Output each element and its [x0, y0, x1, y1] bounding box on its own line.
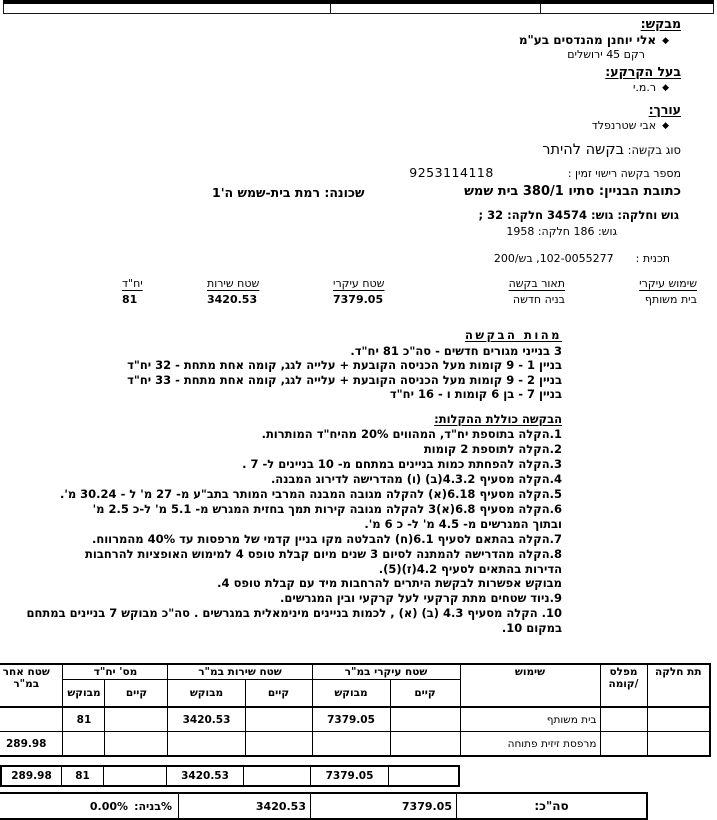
essence-line: 3 בנייני מגורים חדשים - סה"כ 81 יח"ד.: [350, 343, 562, 358]
col-header-other-area: [0, 664, 63, 707]
relief-line: 10. הקלה מסעיף 4.3 (ב) (א) , לכמות בניינים מינימאלית במגרשים . סה"כ מבוקש 7 בניינים במתחם: [26, 606, 562, 621]
summary-header: יח"ד: [122, 277, 143, 290]
plan-label: תכנית :: [635, 252, 670, 265]
applicant-name: אלי יוחנן מהנדסים בע"מ: [518, 33, 657, 47]
summary-value: בניה חדשה: [512, 293, 565, 306]
applicant-item: [0, 33, 669, 47]
summary-header: שטח עיקרי: [333, 277, 385, 290]
request-type-label: סוג בקשה:: [627, 143, 681, 157]
cell-service-existing: [245, 707, 312, 732]
building-address: כתובת הבניין: סתיו 380/1 בית שמש: [464, 184, 681, 199]
block-parcel-line2: גוש: 186 חלקה: 1958: [506, 225, 617, 238]
plan-line: [0, 252, 670, 265]
document-body: [0, 13, 717, 636]
applicant-heading: מבקש:: [640, 16, 681, 31]
summary-col-main-area: [333, 277, 413, 306]
essence-line: בניין 7 - בן 6 קומות ו - 16 יח"ד: [389, 387, 562, 401]
essence-section: [0, 328, 562, 402]
relief-line: ובתוך המגרשים מ- 4.5 מ' ל- כ 6 מ'.: [364, 516, 562, 531]
request-number-value: 9253114118: [409, 165, 494, 180]
building-percent-label: %בניה:: [134, 799, 172, 813]
relief-line: 3.הקלה להפחתת כמות בניינים במתחם מ- 10 בניינים ל- 7 .: [242, 457, 562, 472]
subtotal-service-requested: 3420.53: [166, 767, 243, 785]
areas-table-section: [0, 663, 717, 819]
block-parcel-line1: גוש וחלקה: גוש: 34574 חלקה: 32 ;: [478, 208, 679, 222]
subcol-existing: קיים: [390, 680, 460, 708]
subtotal-units-requested: 81: [61, 767, 103, 785]
subtotal-other-area: 289.98: [11, 770, 52, 782]
level-label-line2: /קומה: [608, 678, 639, 690]
cell-service-requested: 3420.53: [168, 707, 245, 732]
cell-units-existing: [105, 732, 168, 757]
cell-level: [600, 707, 647, 732]
cell-main-existing: [390, 707, 460, 732]
reliefs-section: [0, 412, 562, 637]
editor-name: אבי שטרנפלד: [591, 119, 657, 132]
remnant-divider: [713, 4, 714, 13]
total-main-area: 7379.05: [310, 794, 456, 818]
total-service-area: 3420.53: [178, 794, 310, 818]
relief-line: 5.הקלה מסעיף 6.18(א) להקלה מגובה המבנה המרבי המותר בתב"ע מ- 27 מ' ל - 30.24 מ'.: [59, 487, 562, 502]
subtotal-service-existing: [243, 767, 310, 785]
remnant-divider: [330, 4, 331, 13]
relief-line: 2.הקלה לתוספת 2 קומות: [423, 442, 562, 457]
request-summary-row: [0, 277, 697, 306]
relief-line: 8.הקלה מהדרישה להמתנה לסיום 3 שנים מיום קבלת טופס 4 למימוש האופציות להרחבות: [85, 546, 562, 561]
table-row: [0, 707, 710, 732]
bullet-icon: ◆: [662, 83, 669, 93]
essence-line: בניין 2 - 9 קומות מעל הכניסה הקובעת + עלייה לגג, קומה אחת מתחת - 33 יח"ד: [127, 372, 562, 387]
request-type-line: [0, 142, 681, 158]
previous-table-remnant: [3, 0, 714, 14]
subcol-requested: מבוקש: [312, 680, 390, 708]
col-header-service-area: שטח שירות במ"ר: [168, 664, 312, 680]
summary-value: 3420.53: [207, 293, 258, 306]
cell-service-requested: [168, 732, 245, 757]
summary-col-units: [122, 277, 156, 306]
request-number-line: [0, 165, 681, 180]
subcol-existing: קיים: [245, 680, 312, 708]
subcol-requested: מבוקש: [168, 680, 245, 708]
summary-col-main-use: [592, 277, 697, 306]
editor-item: [0, 119, 669, 132]
landowner-name: ר.מ.י: [632, 81, 657, 94]
relief-line: 9.ניוד שטחים מתת קרקעי לעל קרקעי ובין המגרשים.: [279, 591, 562, 606]
relief-line: הדירות בהתאים לסעיף 4.2(ז)(5).: [378, 561, 562, 576]
cell-use: בית משותף: [460, 707, 600, 732]
cell-main-existing: [390, 732, 460, 757]
cell-level: [600, 732, 647, 757]
summary-col-service-area: [207, 277, 287, 306]
bullet-icon: ◆: [662, 36, 669, 46]
subcol-requested: מבוקש: [63, 680, 105, 708]
request-type-value: בקשה להיתר: [542, 142, 624, 158]
relief-line: 4.הקלה מסעיף 4.3.2(ב) (ו) מהדרישה לדירוג המבנה.: [270, 472, 562, 487]
neighborhood: שכונה: רמת בית-שמש ה'1: [212, 185, 365, 200]
reliefs-heading: הבקשה כוללת ההקלות:: [434, 411, 562, 426]
plan-value: 102-0055277, בש/200: [493, 252, 614, 265]
bullet-icon: ◆: [662, 121, 669, 131]
building-address-row: [0, 184, 681, 202]
summary-col-description: [477, 277, 565, 306]
subcol-existing: קיים: [105, 680, 168, 708]
remnant-divider: [3, 4, 4, 13]
essence-heading: מהות הבקשה: [464, 328, 562, 342]
areas-table: [0, 663, 711, 757]
subtotal-main-requested: 7379.05: [310, 767, 388, 785]
cell-sub-parcel: [647, 732, 710, 757]
other-area-line1: שטח אחר: [2, 666, 50, 678]
summary-header: תאור בקשה: [508, 277, 565, 290]
relief-line: במקום 10.: [501, 621, 562, 636]
col-header-sub-parcel: תת חלקה: [647, 664, 710, 707]
cell-other-area: [0, 707, 63, 732]
cell-other-area: 289.98: [0, 732, 63, 757]
col-header-main-area: שטח עיקרי במ"ר: [312, 664, 460, 680]
cell-units-requested: [63, 732, 105, 757]
relief-line: 1.הקלה בתוספת יח"ד, המהווים 20% מהיח"ד המותרות.: [261, 427, 562, 442]
subtotal-row: [0, 765, 460, 787]
relief-line: 6.הקלה מסעיף 6.8(א)3 להקלה מגובה קירות תמך בחזית המגרש מ- 5.1 מ' ל-כ 2.5 מ': [92, 501, 562, 516]
remnant-divider: [540, 4, 541, 13]
cell-sub-parcel: [647, 707, 710, 732]
cell-use: מרפסת זיזית פתוחה: [460, 732, 600, 757]
relief-line: מבוקש אפשרות לבקשת היתרים להרחבות מיד עם קבלת טופס 4.: [217, 576, 562, 591]
table-row: [0, 732, 710, 757]
col-header-use: שימוש: [460, 664, 600, 707]
total-row: [0, 792, 648, 820]
other-area-line2: במ"ר: [13, 678, 40, 690]
summary-value: 7379.05: [333, 293, 384, 306]
summary-header: שימוש עיקרי: [639, 277, 697, 290]
building-percent-value: 0.00%: [89, 799, 129, 813]
landowner-item: [0, 81, 669, 94]
editor-heading: עורך:: [648, 102, 681, 117]
cell-units-requested: 81: [63, 707, 105, 732]
total-building-percent: [0, 794, 178, 818]
total-label: סה"כ:: [456, 794, 646, 818]
cell-main-requested: 7379.05: [312, 707, 390, 732]
relief-line: 7.הקלה בהתאם לסעיף 6.1(ח) להבלטה מקו בניין קדמי של מרפסות עד 40% מהמרווח.: [91, 531, 562, 546]
cell-units-existing: [105, 707, 168, 732]
request-number-label: מספר בקשה רישוי זמין :: [567, 167, 681, 180]
essence-line: בניין 1 - 9 קומות מעל הכניסה הקובעת + עלייה לגג, קומה אחת מתחת - 32 יח"ד: [127, 358, 562, 372]
landowner-heading: בעל הקרקע:: [605, 64, 681, 79]
summary-value: בית משותף: [644, 293, 697, 306]
summary-value: 81: [122, 293, 138, 306]
cell-service-existing: [245, 732, 312, 757]
subtotal-units-existing: [103, 767, 166, 785]
summary-header: שטח שירות: [207, 277, 260, 290]
applicant-address: רקם 45 ירושלים: [567, 48, 645, 61]
level-label-line1: מפלס: [609, 666, 638, 678]
col-header-units: מס' יח"ד: [63, 664, 168, 680]
subtotal-main-existing: [388, 767, 458, 785]
col-header-level-floor: [600, 664, 647, 707]
cell-main-requested: [312, 732, 390, 757]
